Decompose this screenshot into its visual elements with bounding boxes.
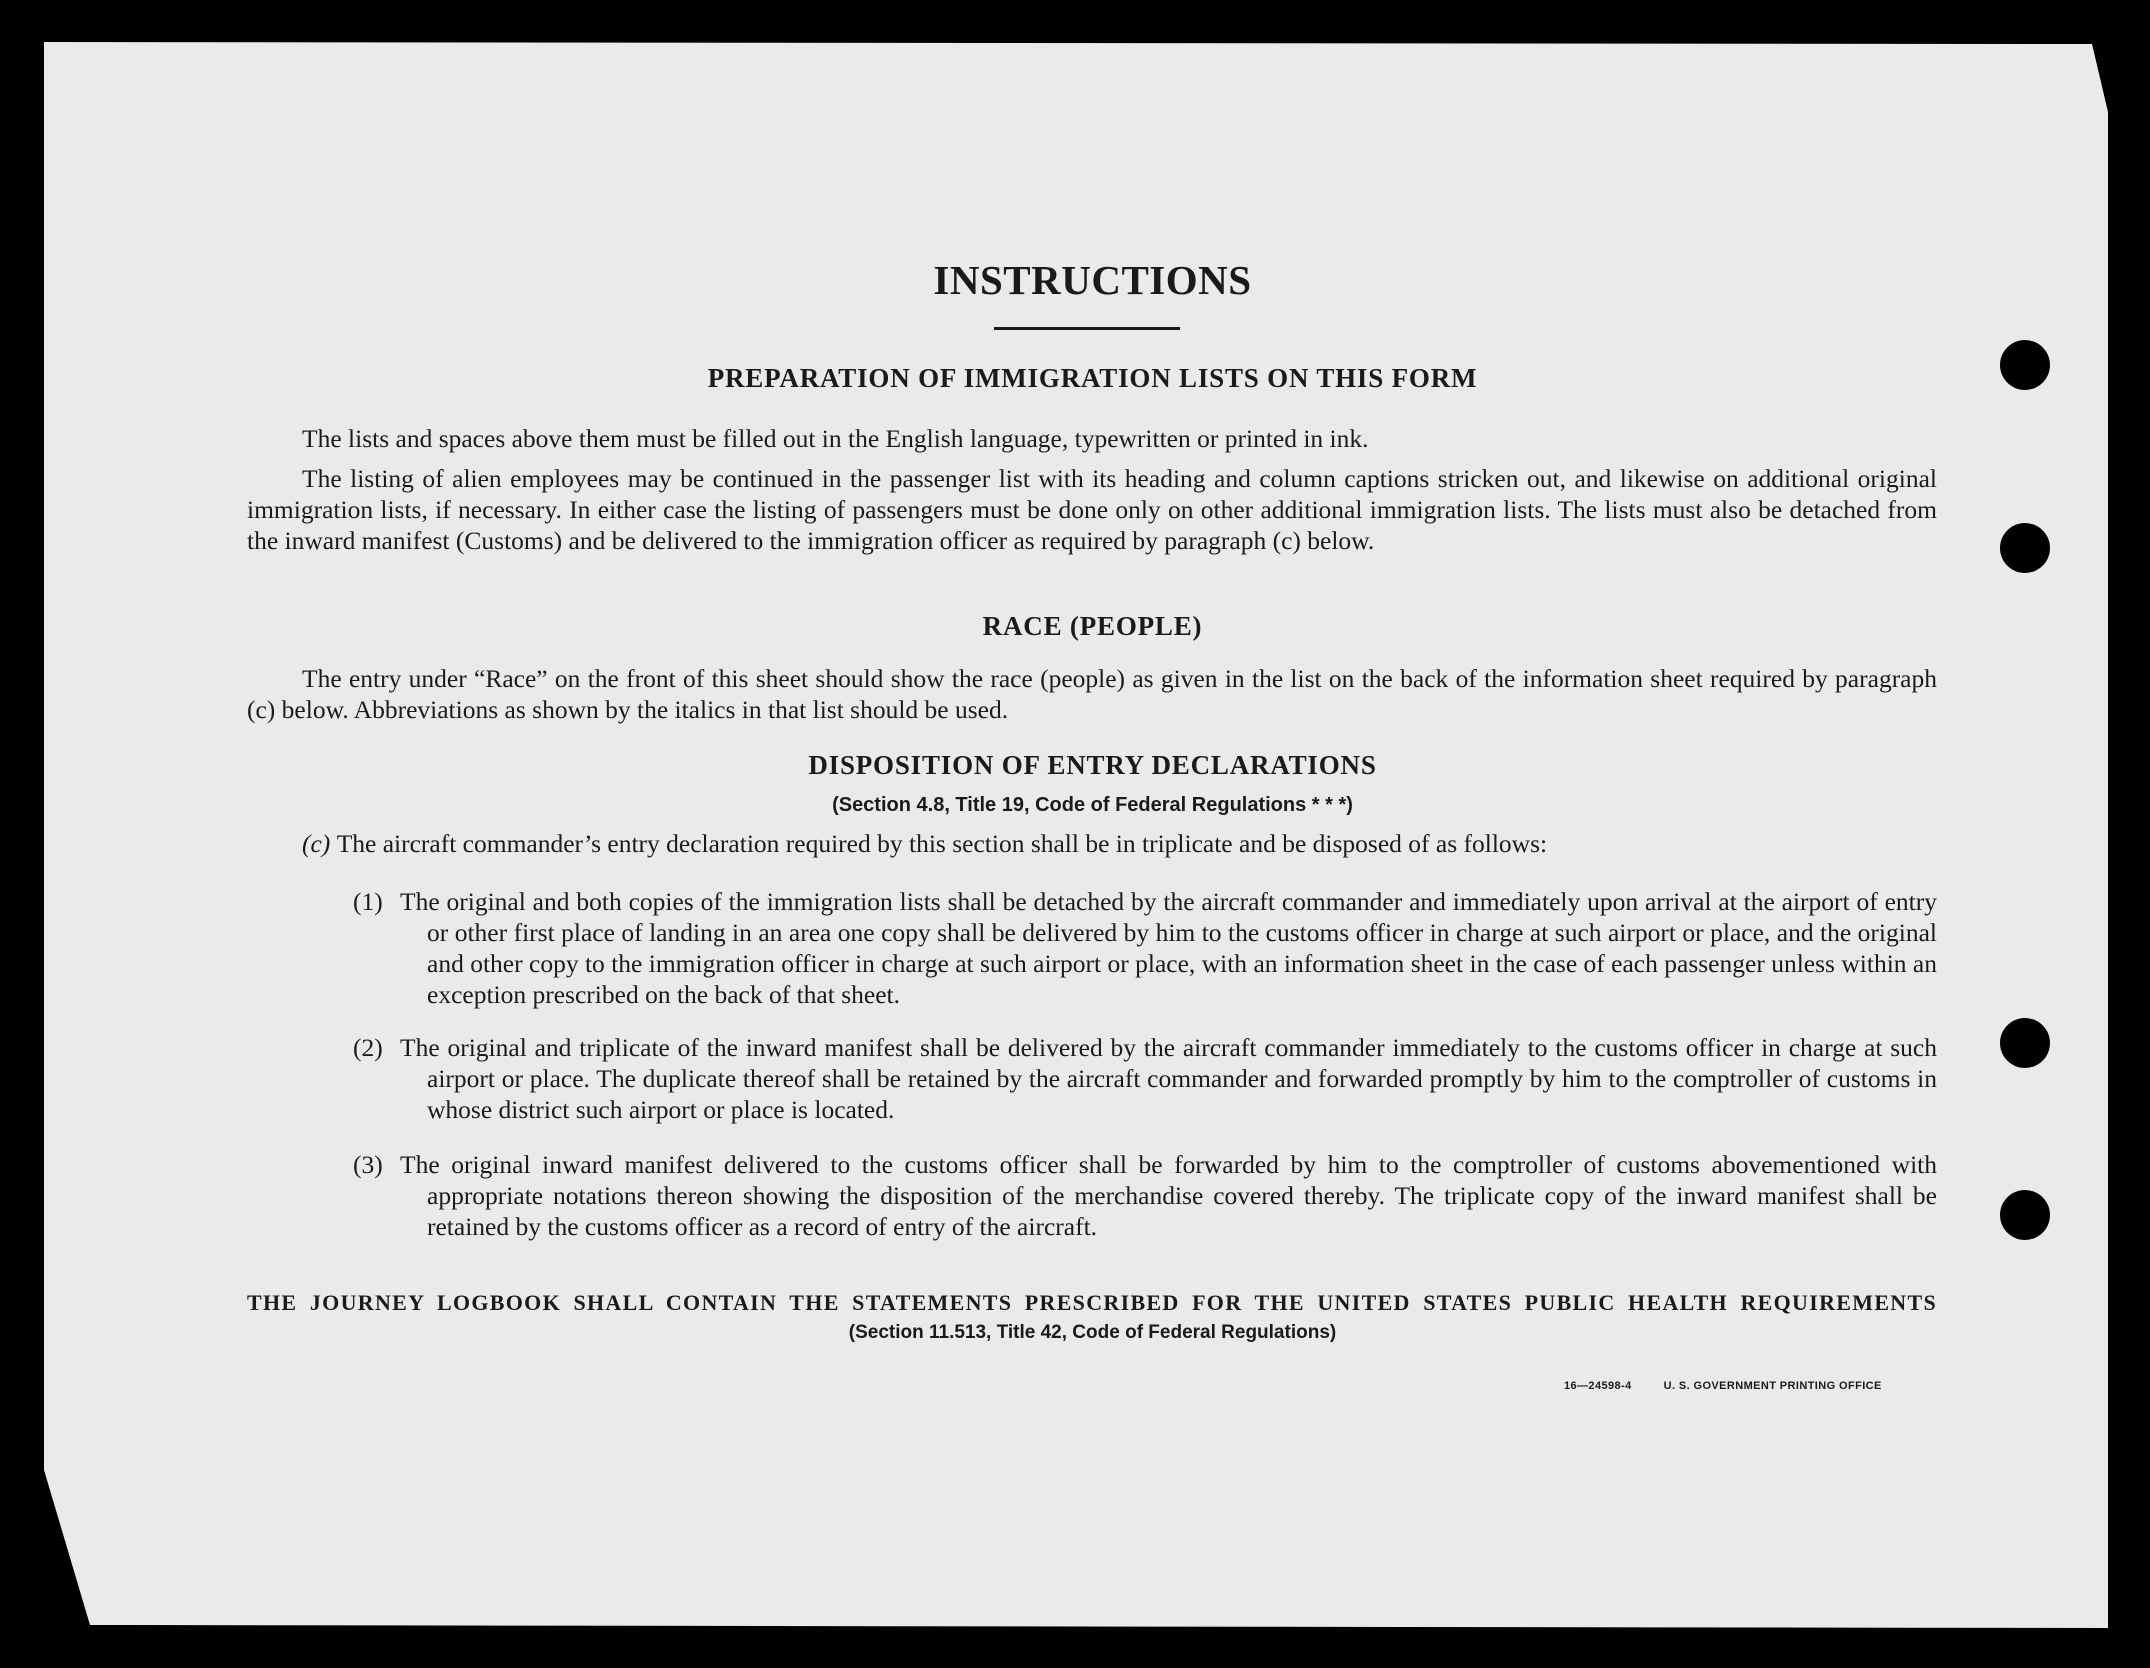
paragraph-marker-c: (c) — [302, 829, 331, 858]
list-item-3 — [353, 1149, 1937, 1242]
section-heading-disposition: DISPOSITION OF ENTRY DECLARATIONS — [808, 750, 1377, 780]
printer-imprint — [1564, 1380, 1914, 1392]
document-title: INSTRUCTIONS — [933, 257, 1252, 303]
list-item-1 — [353, 886, 1937, 1010]
punch-hole-1 — [2000, 340, 2050, 390]
list-item-text: The original and triplicate of the inward manifest shall be delivered by the aircraft commander immediately to the customs officer in charge at such airport or place. The duplicate thereof shall be retained by the aircraft commander and forwarded promptly by him to the comptroller of customs in whose district such airport or place is located. — [400, 1033, 1937, 1124]
disposition-citation: (Section 4.8, Title 19, Code of Federal Regulations * * *) — [832, 794, 1353, 816]
entry-declaration-text: The aircraft commander’s entry declaration required by this section shall be in triplicate and be disposed of as follows: — [336, 829, 1548, 858]
paragraph-alien-employees: The listing of alien employees may be continued in the passenger list with its heading and column captions stricken out, and likewise on additional original immigration lists, if necessary. In either case the listing of passengers must be done only on other additional immigration lists. The lists must also be detached from the inward manifest (Customs) and be delivered to the immigration officer as required by paragraph (c) below. — [247, 464, 1937, 555]
form-number: 16—24598-4 — [1564, 1380, 1632, 1392]
list-item-number: (3) — [353, 1150, 383, 1179]
punch-hole-4 — [2000, 1190, 2050, 1240]
list-item-text: The original and both copies of the immigration lists shall be detached by the aircraft commander and immediately upon arrival at the airport of entry or other first place of landing in an area one copy shall be delivered by him to the customs officer in charge at such airport or place, and the original and other copy to the immigration officer in charge at such airport or place, with an information sheet in the case of each passenger unless within an exception prescribed on the back of that sheet. — [400, 887, 1937, 1009]
title-divider — [994, 327, 1180, 330]
list-item-number: (2) — [353, 1033, 383, 1062]
list-item-number: (1) — [353, 887, 383, 916]
public-health-citation: (Section 11.513, Title 42, Code of Federal Regulations) — [848, 1322, 1337, 1343]
punch-hole-2 — [2000, 523, 2050, 573]
list-item-text: The original inward manifest delivered to the customs officer shall be forwarded by him to the comptroller of customs abovementioned with appropriate notations thereon showing the disposition of the merchandise covered thereby. The triplicate copy of the inward manifest shall be retained by the customs officer as a record of entry of the aircraft. — [400, 1150, 1937, 1241]
section-heading-race: RACE (PEOPLE) — [982, 611, 1203, 641]
punch-hole-3 — [2000, 1018, 2050, 1068]
paragraph-entry-declaration — [247, 828, 1937, 859]
list-item-2 — [353, 1032, 1937, 1125]
printer-name: U. S. GOVERNMENT PRINTING OFFICE — [1663, 1380, 1882, 1392]
section-heading-preparation: PREPARATION OF IMMIGRATION LISTS ON THIS FORM — [707, 363, 1478, 393]
paragraph-race-entry: The entry under “Race” on the front of this sheet should show the race (people) as given in the list on the back of the information sheet required by paragraph (c) below. Abbreviations as shown by the italics in that list should be used. — [247, 664, 1937, 724]
paragraph-english-language: The lists and spaces above them must be filled out in the English language, typewritten or printed in ink. — [302, 424, 1369, 453]
public-health-statement: THE JOURNEY LOGBOOK SHALL CONTAIN THE STATEMENTS PRESCRIBED FOR THE UNITED STATES PUBLIC HEALTH REQUIREMENTS — [247, 1290, 1937, 1315]
